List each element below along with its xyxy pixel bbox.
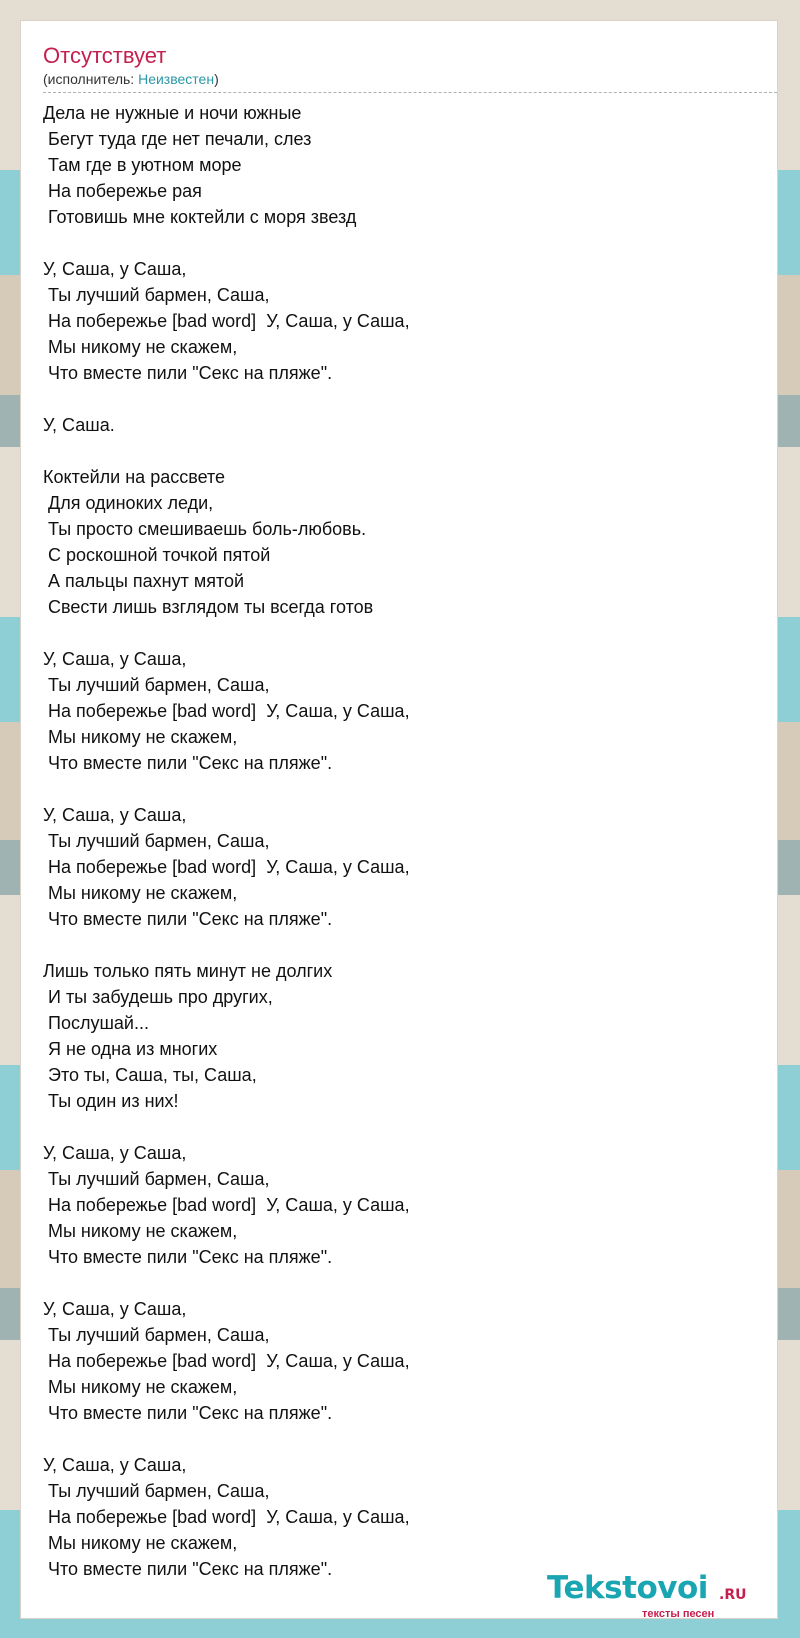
lyric-line: Ты просто смешиваешь боль-любовь. [43,519,367,539]
lyric-line: У, Саша, у Саша, [43,1299,187,1319]
lyric-line: Что вместе пили "Секс на пляже". [43,1247,333,1267]
lyric-line [43,230,763,256]
artist-suffix: ) [214,71,219,87]
lyric-line: Что вместе пили "Секс на пляже". [43,1403,333,1423]
lyric-line: Бегут туда где нет печали, слез [43,129,312,149]
lyric-line: На побережье [bad word] У, Саша, у Саша, [43,1351,410,1371]
lyric-line: Для одиноких леди, [43,493,214,513]
lyric-line: Ты лучший бармен, Саша, [43,1325,270,1345]
lyric-line: Ты лучший бармен, Саша, [43,675,270,695]
lyric-line: Мы никому не скажем, [43,727,238,747]
lyric-line: На побережье [bad word] У, Саша, у Саша, [43,311,410,331]
lyric-line: Лишь только пять минут не долгих [43,961,333,981]
lyric-line: Что вместе пили "Секс на пляже". [43,1559,333,1579]
lyric-line [43,1270,763,1296]
lyric-line: На побережье [bad word] У, Саша, у Саша, [43,1195,410,1215]
lyric-line [43,776,763,802]
lyric-line: Коктейли на рассвете [43,467,226,487]
lyric-line: Это ты, Саша, ты, Саша, [43,1065,257,1085]
lyric-line [43,620,763,646]
lyric-line: Дела не нужные и ночи южные [43,103,302,123]
lyric-line: Послушай... [43,1013,149,1033]
lyric-line: Ты лучший бармен, Саша, [43,285,270,305]
lyric-line: Там где в уютном море [43,155,242,175]
site-logo[interactable] [547,1570,777,1630]
logo-tld: .RU [719,1587,747,1603]
lyric-line: Мы никому не скажем, [43,883,238,903]
lyric-line: Что вместе пили "Секс на пляже". [43,909,333,929]
logo-name: Tekstovoi [547,1570,708,1606]
lyric-line: На побережье рая [43,181,202,201]
lyric-line: На побережье [bad word] У, Саша, у Саша, [43,701,410,721]
lyric-line: Ты один из них! [43,1091,179,1111]
lyric-line: Ты лучший бармен, Саша, [43,1169,270,1189]
title-divider [43,92,777,93]
lyric-line: У, Саша, у Саша, [43,1455,187,1475]
lyric-line [43,438,763,464]
lyric-line [43,1426,763,1452]
logo-subtitle: тексты песен [642,1608,715,1620]
lyric-line: Ты лучший бармен, Саша, [43,1481,270,1501]
lyric-line [43,386,763,412]
lyric-line: Что вместе пили "Секс на пляже". [43,753,333,773]
lyric-line: А пальцы пахнут мятой [43,571,245,591]
lyrics-card [20,20,778,1619]
lyric-line: У, Саша, у Саша, [43,649,187,669]
lyric-line: Готовишь мне коктейли с моря звезд [43,207,357,227]
lyric-line: Мы никому не скажем, [43,337,238,357]
artist-prefix: (исполнитель: [43,71,139,87]
lyric-line: С роскошной точкой пятой [43,545,271,565]
lyric-line: Мы никому не скажем, [43,1533,238,1553]
lyric-line [43,1114,763,1140]
lyric-line: У, Саша, у Саша, [43,805,187,825]
lyric-line: У, Саша, у Саша, [43,1143,187,1163]
lyric-line: На побережье [bad word] У, Саша, у Саша, [43,1507,410,1527]
lyric-line: У, Саша, у Саша, [43,259,187,279]
lyric-line: Мы никому не скажем, [43,1221,238,1241]
lyric-line: На побережье [bad word] У, Саша, у Саша, [43,857,410,877]
lyric-line: У, Саша. [43,415,115,435]
lyrics-text [43,100,763,1582]
artist-line [43,71,219,87]
lyric-line: Мы никому не скажем, [43,1377,238,1397]
song-title: Отсутствует [43,43,167,68]
lyric-line [43,932,763,958]
lyric-line: Ты лучший бармен, Саша, [43,831,270,851]
lyric-line: Я не одна из многих [43,1039,218,1059]
lyric-line: И ты забудешь про других, [43,987,273,1007]
lyric-line: Что вместе пили "Секс на пляже". [43,363,333,383]
lyric-line: Свести лишь взглядом ты всегда готов [43,597,374,617]
artist-link[interactable]: Неизвестен [138,71,215,87]
